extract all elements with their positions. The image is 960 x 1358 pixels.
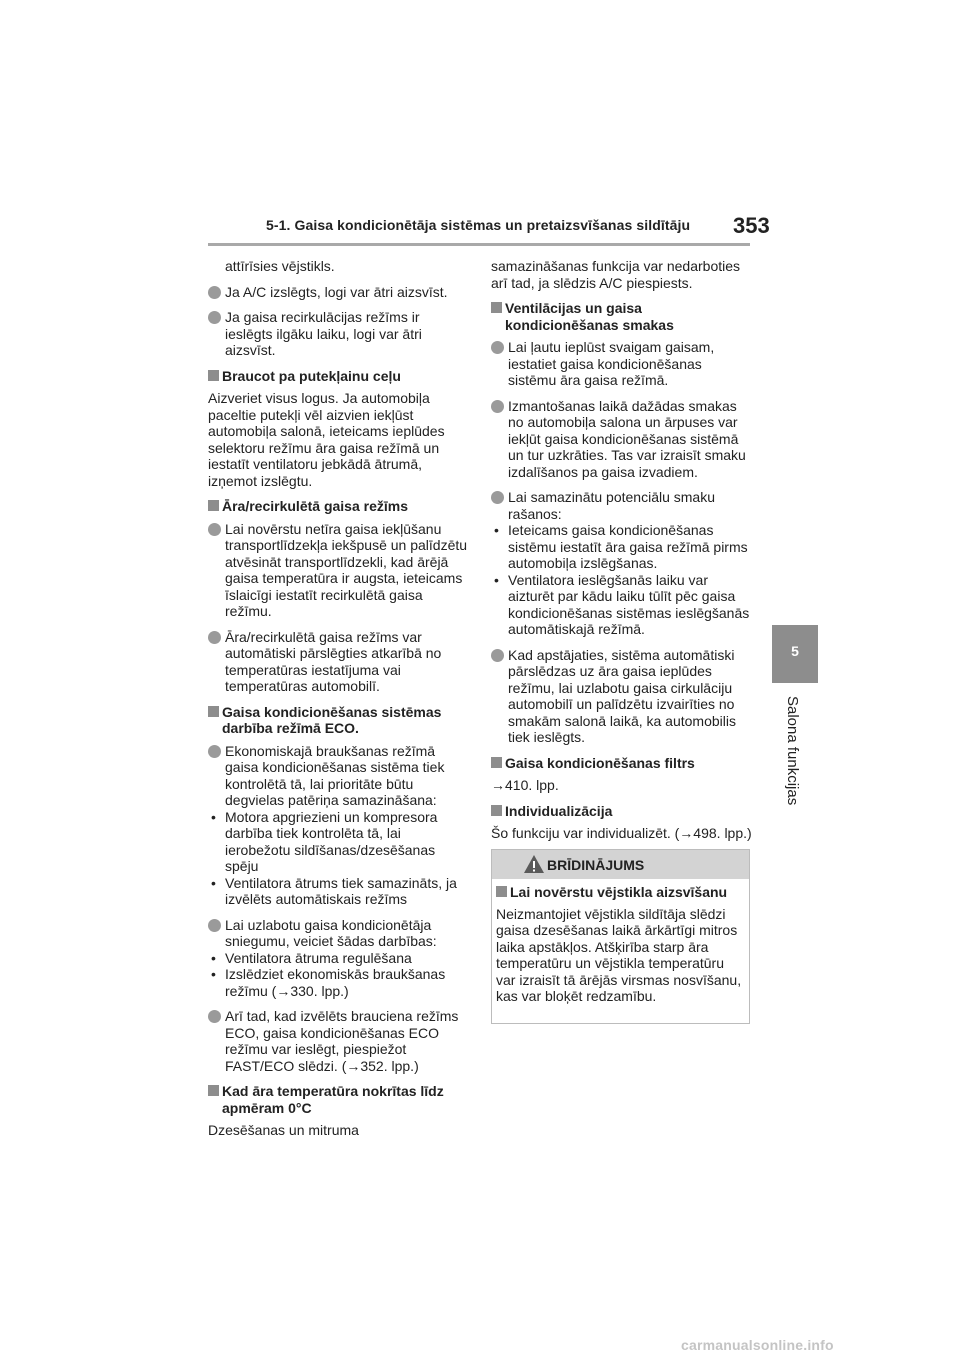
bullet-dot-icon [208,919,221,932]
paragraph: Dzesēšanas un mitruma [208,1122,359,1138]
sub-bullet: • Ventilatora ieslēgšanās laiku var aizturēt par kādu laiku tūlīt pēc gaisa kondicionēšanas sistēmas ieslēgšanās automātiskajā režīmā. [491,572,753,638]
sub-bullet: • Ieteicams gaisa kondicionēšanas sistēmu iestatīt āra gaisa režīmā pirms automobiļa izslēgšanas. [491,522,753,572]
continued-text: samazināšanas funkcija var nedarboties arī tad, ja slēdzis A/C piespiests. [491,258,741,291]
warning-heading: Lai novērstu vējstikla aizsvīšanu [496,884,745,901]
square-bullet-icon [496,886,507,897]
bullet-item: Kad apstājaties, sistēma automātiski pārslēdzas uz āra gaisa ieplūdes režīmu, lai uzlabotu gaisa cirkulāciju automobilī un palīdzētu izvairīties no smakām salonā laikā, ka automobilis tiek ieslēgts. [491,647,753,746]
chapter-number: 5 [791,643,799,659]
square-bullet-icon [491,757,502,768]
bullet-item: Lai ļautu ieplūst svaigam gaisam, iestatiet gaisa kondicionēšanas sistēmu āra gaisa režīmā. [491,339,753,389]
bullet-dot-icon [491,341,504,354]
bullet-dot-icon [491,491,504,504]
section-heading: Braucot pa putekļainu ceļu [208,368,470,385]
paragraph: Aizveriet visus logus. Ja automobiļa paceltie putekļi vēl aizvien iekļūst automobiļa salonā, ieteicams ieplūdes selektoru režīmu āra gaisa režīmā un iestatīt ventilatoru jebkādā ātrumā, izņemot izslēgtu. [208,390,445,489]
sub-bullet: • Izslēdziet ekonomiskās braukšanas režīmu (→330. lpp.) [208,966,470,999]
section-heading: Gaisa kondicionēšanas filtrs [491,755,753,772]
section-heading: Kad āra temperatūra nokrītas līdz apmēram 0°C [208,1083,470,1116]
bullet-dot-icon [208,631,221,644]
left-column [208,258,470,1148]
bullet-item: Āra/recirkulētā gaisa režīms var automātiski pārslēgties atkarībā no temperatūras iestatījuma vai temperatūras automobilī. [208,629,470,695]
warning-body [492,879,749,1005]
bullet-item: Lai samazinātu potenciālu smaku rašanos: • Ieteicams gaisa kondicionēšanas sistēmu iestatīt āra gaisa režīmā pirms automobiļa izslēgšanas. • Ventilatora ieslēgšanās laiku var aizturēt par kādu laiku tūlīt pēc gaisa kondicionēšanas sistēmas ieslēgšanās automātiskajā režīmā. [491,489,753,638]
sub-bullet: • Ventilatora ātruma regulēšana [208,950,470,967]
bullet-item: Lai novērstu netīra gaisa iekļūšanu transportlīdzekļa iekšpusē un palīdzētu atvēsināt transportlīdzekli, kad ārējā gaisa temperatūra ir augsta, ieteicams īslaicīgi iestatīt recirkulētā gaisa režīmu. [208,521,470,620]
bullet-item: Arī tad, kad izvēlēts brauciena režīms ECO, gaisa kondicionēšanas ECO režīmu var ieslēgt, piespiežot FAST/ECO slēdzi. (→352. lpp.) [208,1008,470,1074]
bullet-item: Ja gaisa recirkulācijas režīms ir ieslēgts ilgāku laiku, logi var ātri aizsvīst. [208,309,470,359]
bullet-dot-icon [491,400,504,413]
bullet-dot-icon [208,745,221,758]
square-bullet-icon [208,370,219,381]
warning-box [491,849,750,1024]
square-bullet-icon [208,1085,219,1096]
bullet-item: Izmantošanas laikā dažādas smakas no automobiļa salona un ārpuses var iekļūt gaisa kondicionēšanas sistēmā un tur uzkrāties. Tas var izraisīt smaku izdalīšanos pa gaisa izvadiem. [491,398,753,481]
section-title: 5-1. Gaisa kondicionētāja sistēmas un pretaizsvīšanas sildītāju [266,217,691,233]
chapter-label: Salona funkcijas [784,696,801,806]
bullet-item: Ekonomiskajā braukšanas režīmā gaisa kondicionēšanas sistēma tiek kontrolētā tā, lai prioritāte būtu degvielas patēriņa samazināšana: • Motora apgriezieni un kompresora darbība tiek kontrolēta tā, lai ierobežotu sildīšanas/dzesēšanas spēju • Ventilatora ātrums tiek samazināts, ja izvēlēts automātiskais režīms [208,743,470,908]
bullet-dot-icon [208,523,221,536]
header-divider [208,243,750,246]
page-number: 353 [733,213,770,238]
square-bullet-icon [208,500,219,511]
bullet-dot-icon [491,649,504,662]
section-heading: Ventilācijas un gaisa kondicionēšanas smakas [491,300,753,333]
bullet-dot-icon [208,286,221,299]
bullet-item: Lai uzlabotu gaisa kondicionētāja sniegumu, veiciet šādas darbības: • Ventilatora ātruma regulēšana • Izslēdziet ekonomiskās braukšanas režīmu (→330. lpp.) [208,917,470,1000]
bullet-item: Ja A/C izslēgts, logi var ātri aizsvīst. [208,284,470,301]
square-bullet-icon [208,706,219,717]
section-heading: Āra/recirkulētā gaisa režīms [208,498,470,515]
continued-text: attīrīsies vējstikls. [225,258,335,274]
section-heading: Individualizācija [491,803,753,820]
warning-title: BRĪDINĀJUMS [547,857,645,873]
bullet-dot-icon [208,1010,221,1023]
sub-bullet: • Ventilatora ātrums tiek samazināts, ja izvēlēts automātiskais režīms [208,875,470,908]
warning-text: Neizmantojiet vējstikla sildītāja slēdzi gaisa dzesēšanas laikā ārkārtīgi mitros laika apstākļos. Atšķirība starp āra temperatūru un vējstikla temperatūru var izraisīt tā ārējās virsmas nosvīšanu, kas var bloķēt redzamību. [496,905,742,1004]
warning-header [492,850,749,879]
bullet-dot-icon [208,311,221,324]
section-heading: Gaisa kondicionēšanas sistēmas darbība režīmā ECO. [208,704,470,737]
warning-triangle-icon [523,854,545,874]
square-bullet-icon [491,805,502,816]
paragraph: Šo funkciju var individualizēt. (→498. lpp.) [491,825,752,841]
square-bullet-icon [491,302,502,313]
right-column [491,258,753,851]
watermark: carmanualsonline.info [681,1337,834,1353]
page-reference: →410. lpp. [491,777,559,793]
sub-bullet: • Motora apgriezieni un kompresora darbība tiek kontrolēta tā, lai ierobežotu sildīšanas/dzesēšanas spēju [208,809,470,875]
